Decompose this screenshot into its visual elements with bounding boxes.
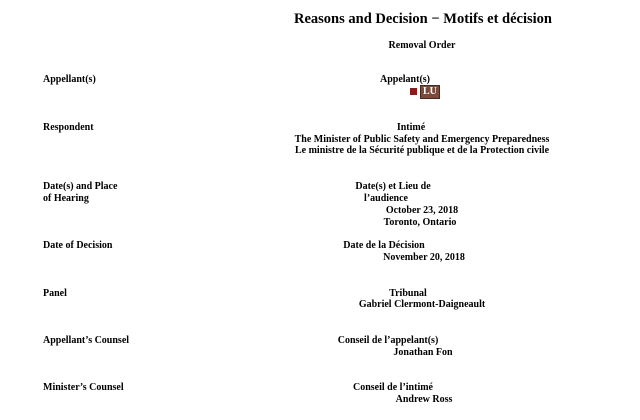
panel-member: Gabriel Clermont-Daigneault <box>358 299 486 310</box>
appellant-label-fr: Appelant(s) <box>379 74 431 85</box>
minister-counsel-name: Andrew Ross <box>395 394 453 405</box>
appellant-counsel-name: Jonathan Fon <box>393 347 453 358</box>
hearing-label-en-line2: of Hearing <box>43 193 89 204</box>
document-title: Reasons and Decision − Motifs et décision <box>294 11 552 27</box>
respondent-label-en: Respondent <box>43 122 94 133</box>
redaction-mark <box>410 88 417 95</box>
appellant-counsel-label-en: Appellant’s Counsel <box>43 335 130 346</box>
hearing-label-en-line1: Date(s) and Place <box>43 181 118 192</box>
decision-label-en: Date of Decision <box>43 240 113 251</box>
respondent-name-en: The Minister of Public Safety and Emergency Preparedness <box>294 134 550 145</box>
hearing-label-fr-line1: Date(s) et Lieu de <box>355 181 431 192</box>
minister-counsel-label-en: Minister’s Counsel <box>43 382 124 393</box>
document-subtitle: Removal Order <box>388 40 456 51</box>
decision-label-fr: Date de la Décision <box>343 240 425 251</box>
hearing-date: October 23, 2018 <box>385 205 459 216</box>
hearing-place: Toronto, Ontario <box>383 217 457 228</box>
decision-date: November 20, 2018 <box>383 252 465 263</box>
panel-label-en: Panel <box>43 288 67 299</box>
respondent-label-fr: Intimé <box>396 122 426 133</box>
respondent-name-fr: Le ministre de la Sécurité publique et de la Protection civile <box>294 145 550 156</box>
panel-label-fr: Tribunal <box>389 288 427 299</box>
hearing-label-fr-line2: l’audience <box>364 193 408 204</box>
minister-counsel-label-fr: Conseil de l’intimé <box>353 382 433 393</box>
appellant-counsel-label-fr: Conseil de l’appelant(s) <box>337 335 439 346</box>
appellant-name: LU <box>420 85 440 99</box>
appellant-label-en: Appellant(s) <box>43 74 96 85</box>
